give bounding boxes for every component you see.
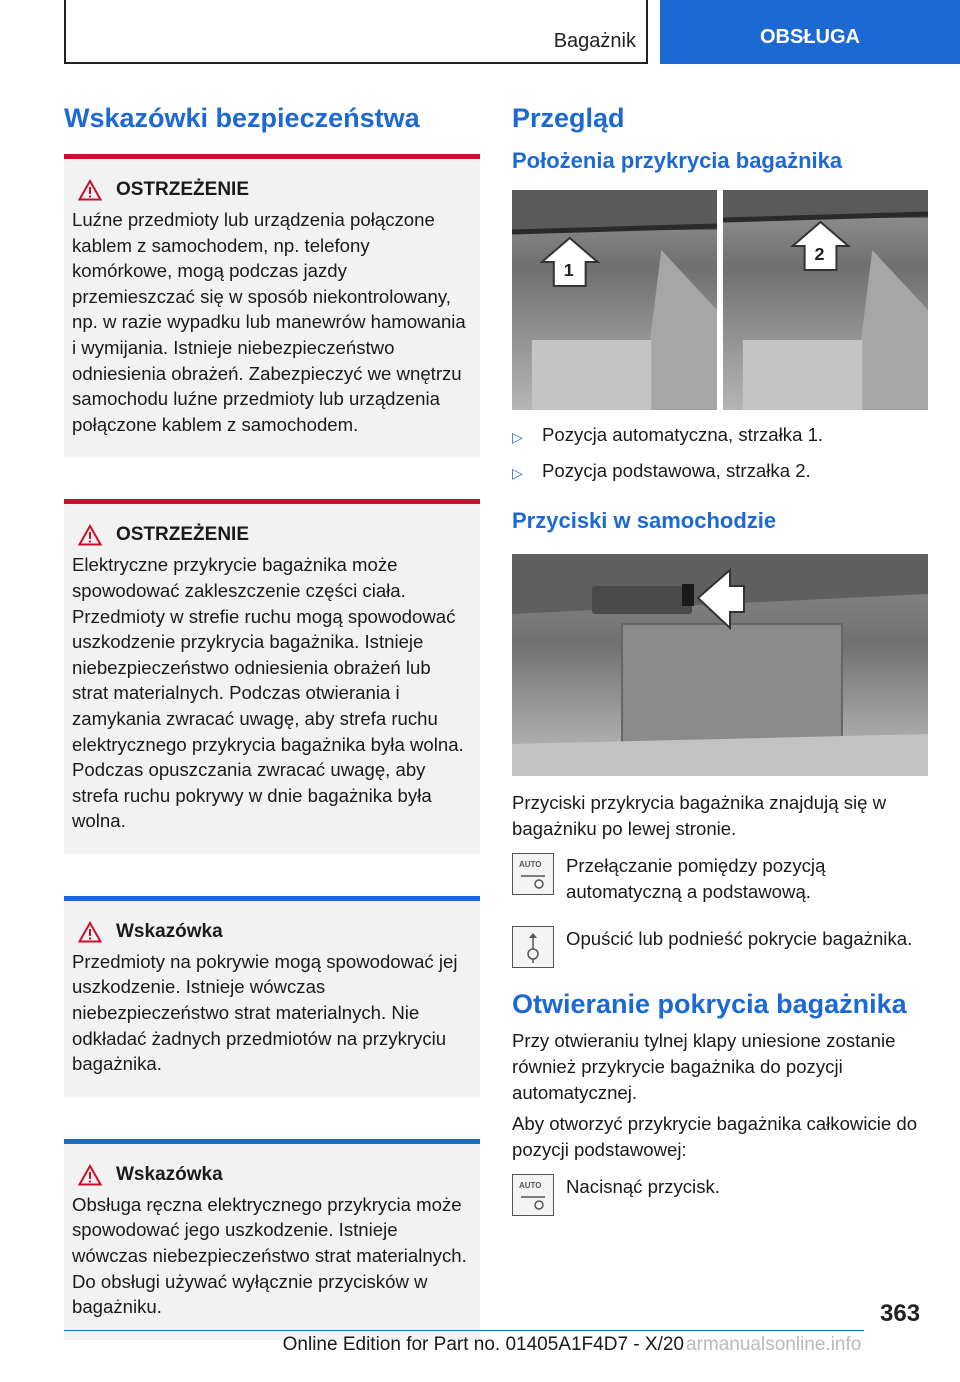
list-item: ▷ Pozycja automatyczna, strzałka 1. [512, 422, 928, 450]
buttons-location-text: Przyciski przykrycia bagażnika znajdują się w bagażniku po lewej stronie. [512, 792, 887, 839]
warning-title: OSTRZEŻENIE [116, 179, 250, 200]
warning-triangle-icon [78, 179, 102, 201]
open-paragraph-1: Przy otwieraniu tylnej klapy uniesione zostanie również przykrycie bagażnika do pozycji automatycznej. [512, 1030, 896, 1103]
position-list [512, 422, 928, 486]
warning-box-2 [64, 499, 480, 854]
footer-divider [64, 1330, 864, 1331]
right-column [512, 100, 928, 1232]
open-paragraph-2: Aby otworzyć przykrycie bagażnika całkowicie do pozycji podstawowej: [512, 1113, 918, 1160]
cover-position-photo-1 [512, 190, 717, 410]
warning-triangle-icon [78, 524, 102, 546]
header-tab: OBSŁUGA [660, 0, 960, 64]
watermark: armanualsonline.info [686, 1334, 862, 1355]
safety-title: Wskazówki bezpieczeństwa [64, 103, 420, 133]
list-item: ▷ Pozycja podstawowa, strzałka 2. [512, 458, 928, 486]
page-number: 363 [880, 1300, 921, 1327]
trunk-buttons-photo [512, 554, 928, 776]
note-box-2 [64, 1139, 480, 1340]
triangle-bullet-icon: ▷ [512, 465, 523, 481]
warning-box-1 [64, 154, 480, 457]
warning-text: Elektryczne przykrycie bagażnika może spowodować zakleszczenie części ciała. Przedmioty w strefie ruchu mogą spowodować uszkodzenie przykrycia bagażnika. Istnieje niebezpieczeństwo odniesienia obrażeń lub strat materialnych. Podczas otwierania i zamykania zwracać uwagę, aby strefa ruchu elektrycznego przykrycia bagażnika była wolna. Podczas opuszczania zwracać uwagę, aby strefa ruchu pokrywy w dnie bagażnika była wolna. [72, 554, 464, 832]
updown-button-row [512, 926, 928, 968]
warning-text: Luźne przedmioty lub urządzenia połączone kablem z samochodem, np. telefony komórkowe, mogą podczas jazdy przemieszczać się w sposób niekontrolowany, np. w razie wypadku lub manewrów hamowania i wymijania. Istnieje niebezpieczeństwo odniesienia obrażeń. Zabezpieczyć we wnętrzu samochodu luźne przedmioty lub urządzenia połączone kablem z samochodem. [72, 209, 466, 435]
note-text: Przedmioty na pokrywie mogą spowodować jej uszkodzenie. Istnieje wówczas niebezpieczeństwo strat materialnych. Nie odkładać żadnych przedmiotów na przykryciu bagażnika. [72, 950, 458, 1075]
note-triangle-icon [78, 1164, 102, 1186]
note-title: Wskazówka [116, 920, 223, 942]
auto-toggle-text: Przełączanie pomiędzy pozycją automatyczną a podstawową. [566, 855, 826, 902]
warning-title: OSTRZEŻENIE [116, 524, 250, 546]
lower-raise-text: Opuścić lub podnieść pokrycie bagażnika. [566, 928, 913, 950]
lower-raise-button-icon [512, 926, 554, 968]
buttons-heading: Przyciski w samochodzie [512, 508, 777, 533]
arrow-label-2: 2 [814, 243, 825, 265]
note-title: Wskazówka [116, 1163, 223, 1185]
auto-cover-button-icon [512, 853, 554, 895]
note-box-1 [64, 896, 480, 1097]
cover-position-photo-2 [723, 190, 928, 410]
auto-button-row [512, 853, 928, 910]
open-cover-title: Otwieranie pokrycia bagażnika [512, 989, 907, 1020]
triangle-bullet-icon: ▷ [512, 429, 523, 445]
left-column [64, 100, 480, 1382]
note-triangle-icon [78, 921, 102, 943]
header-section-title: Bagażnik [553, 30, 636, 52]
overview-title: Przegląd [512, 103, 625, 133]
auto-icon-label: AUTO [519, 1181, 542, 1191]
note-text: Obsługa ręczna elektrycznego przykrycia może spowodować jego uszkodzenie. Istnieje wówczas niebezpieczeństwo strat materialnych. Do obsługi używać wyłącznie przycisków w bagażniku. [72, 1193, 467, 1318]
arrow-label-1: 1 [563, 259, 574, 281]
cover-positions-heading: Położenia przykrycia bagażnika [512, 148, 843, 173]
auto-icon-label: AUTO [519, 860, 542, 870]
edition-text: Online Edition for Part no. 01405A1F4D7 - X/20 [282, 1334, 684, 1355]
press-button-text: Nacisnąć przycisk. [566, 1176, 720, 1198]
cover-position-images [512, 190, 928, 410]
auto-cover-button-icon [512, 1174, 554, 1216]
press-button-row [512, 1174, 928, 1216]
